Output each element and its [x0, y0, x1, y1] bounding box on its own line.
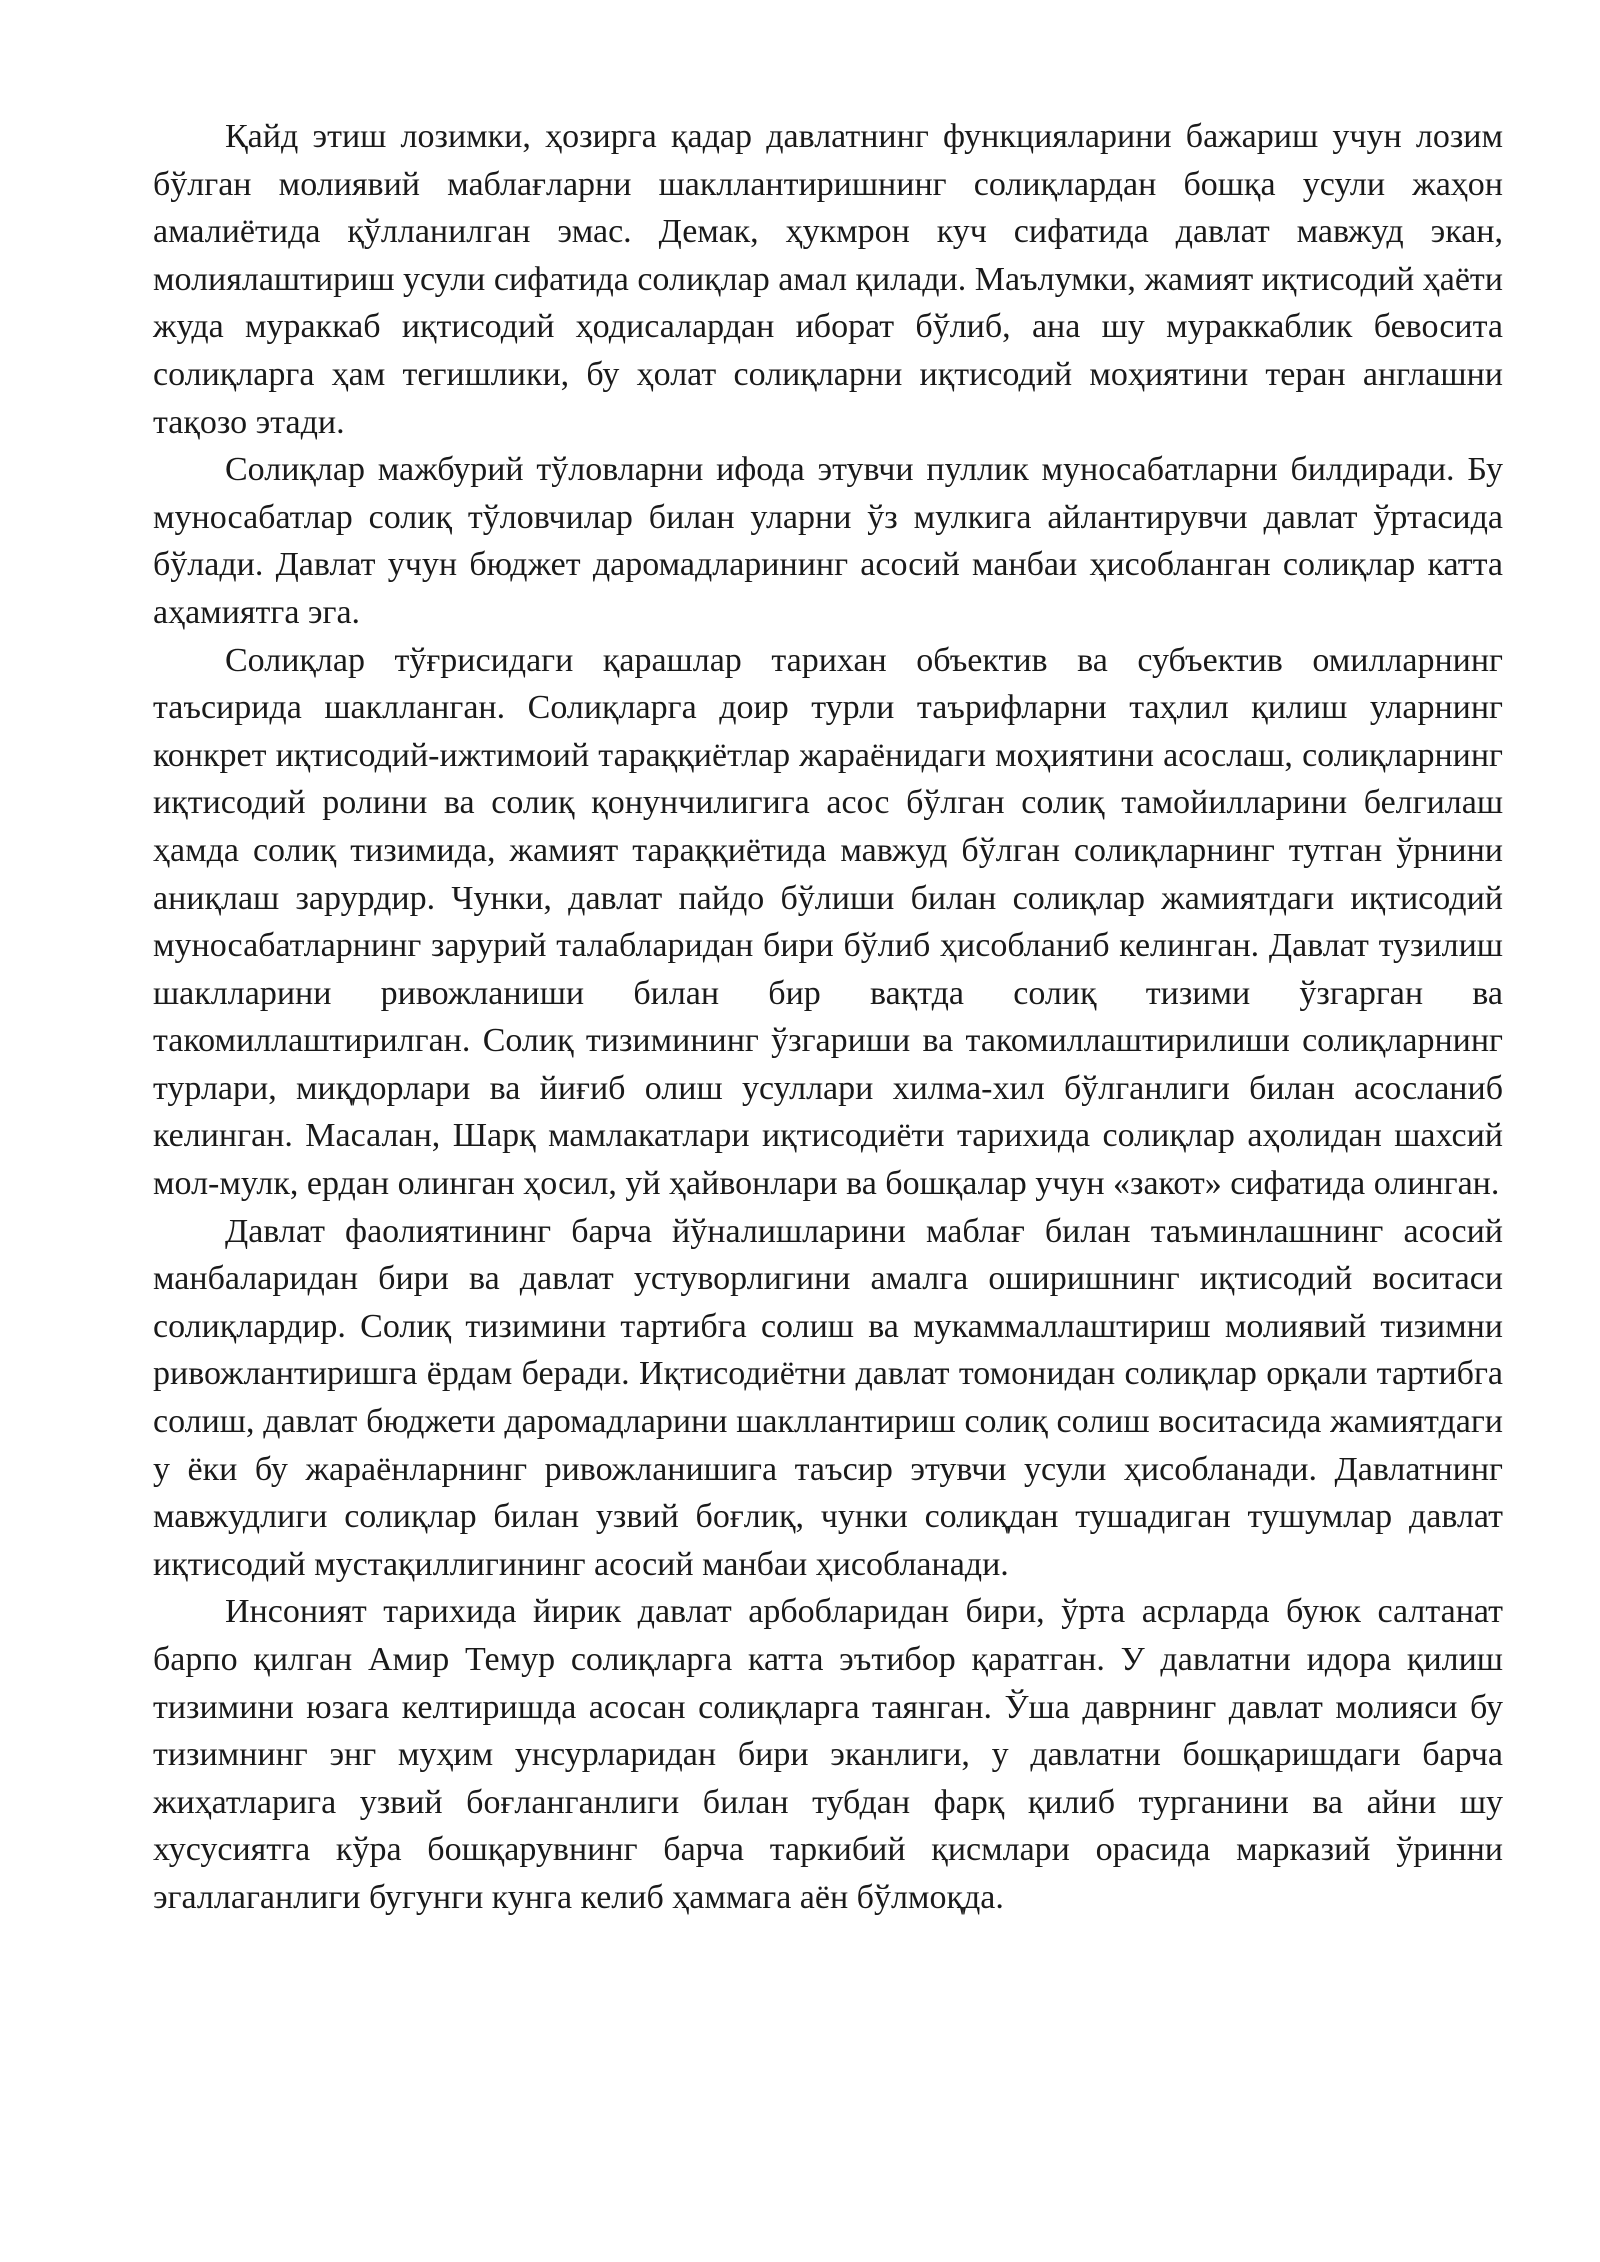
paragraph-3: Солиқлар тўғрисидаги қарашлар тарихан объектив ва субъектив омилларнинг таъсирида шаклланган. Солиқларга доир турли таърифларни таҳлил қилиш уларнинг конкрет иқтисодий-ижтимоий тараққиётлар жараёнидаги моҳиятини асослаш, солиқларнинг иқтисодий ролини ва солиқ қонунчилигига асос бўлган солиқ тамойилларини белгилаш ҳамда солиқ тизимида, жамият тараққиётида мавжуд бўлган солиқларнинг тутган ўрнини аниқлаш зарурдир. Чунки, давлат пайдо бўлиши билан солиқлар жамиятдаги иқтисодий муносабатларнинг зарурий талабларидан бири бўлиб ҳисобланиб келинган. Давлат тузилиш шаклларини ривожланиши билан бир вақтда солиқ тизими ўзгарган ва такомиллаштирилган. Солиқ тизимининг ўзгариши ва такомиллаштирилиши солиқларнинг турлари, миқдорлари ва йиғиб олиш усуллари хилма-хил бўлганлиги билан асосланиб келинган. Масалан, Шарқ мамлакатлари иқтисодиёти тарихида солиқлар аҳолидан шахсий мол-мулк, ердан олинган ҳосил, уй ҳайвонлари ва бошқалар учун «закот» сифатида олинган. [153, 641, 1503, 1203]
paragraph-2: Солиқлар мажбурий тўловларни ифода этувчи пуллик муносабатларни билдиради. Бу муносабатлар солиқ тўловчилар билан уларни ўз мулкига айлантирувчи давлат ўртасида бўлади. Давлат учун бюджет даромадларининг асосий манбаи ҳисобланган солиқлар катта аҳамиятга эга. [153, 451, 1503, 631]
document-page [153, 113, 1503, 1922]
paragraph-1: Қайд этиш лозимки, ҳозирга қадар давлатнинг функцияларини бажариш учун лозим бўлган молиявий маблағларни шакллантиришнинг солиқлардан бошқа усули жаҳон амалиётида қўлланилган эмас. Демак, ҳукмрон куч сифатида давлат мавжуд экан, молиялаштириш усули сифатида солиқлар амал қилади. Маълумки, жамият иқтисодий ҳаёти жуда мураккаб иқтисодий ҳодисалардан иборат бўлиб, ана шу мураккаблик бевосита солиқларга ҳам тегишлики, бу ҳолат солиқларни иқтисодий моҳиятини теран англашни тақозо этади. [153, 118, 1503, 441]
paragraph-4: Давлат фаолиятининг барча йўналишларини маблағ билан таъминлашнинг асосий манбаларидан бири ва давлат устуворлигини амалга оширишнинг иқтисодий воситаси солиқлардир. Солиқ тизимини тартибга солиш ва мукаммаллаштириш молиявий тизимни ривожлантиришга ёрдам беради. Иқтисодиётни давлат томонидан солиқлар орқали тартибга солиш, давлат бюджети даромадларини шакллантириш солиқ солиш воситасида жамиятдаги у ёки бу жараёнларнинг ривожланишига таъсир этувчи усули ҳисобланади. Давлатнинг мавжудлиги солиқлар билан узвий боғлиқ, чунки солиқдан тушадиган тушумлар давлат иқтисодий мустақиллигининг асосий манбаи ҳисобланади. [153, 1212, 1503, 1583]
paragraph-5: Инсоният тарихида йирик давлат арбобларидан бири, ўрта асрларда буюк салтанат барпо қилган Амир Темур солиқларга катта эътибор қаратган. У давлатни идора қилиш тизимини юзага келтиришда асосан солиқларга таянган. Ўша даврнинг давлат молияси бу тизимнинг энг муҳим унсурларидан бири эканлиги, у давлатни бошқаришдаги барча жиҳатларига узвий боғланганлиги билан тубдан фарқ қилиб турганини ва айни шу хусусиятга кўра бошқарувнинг барча таркибий қисмлари орасида марказий ўринни эгаллаганлиги бугунги кунга келиб ҳаммага аён бўлмоқда. [153, 1593, 1503, 1916]
